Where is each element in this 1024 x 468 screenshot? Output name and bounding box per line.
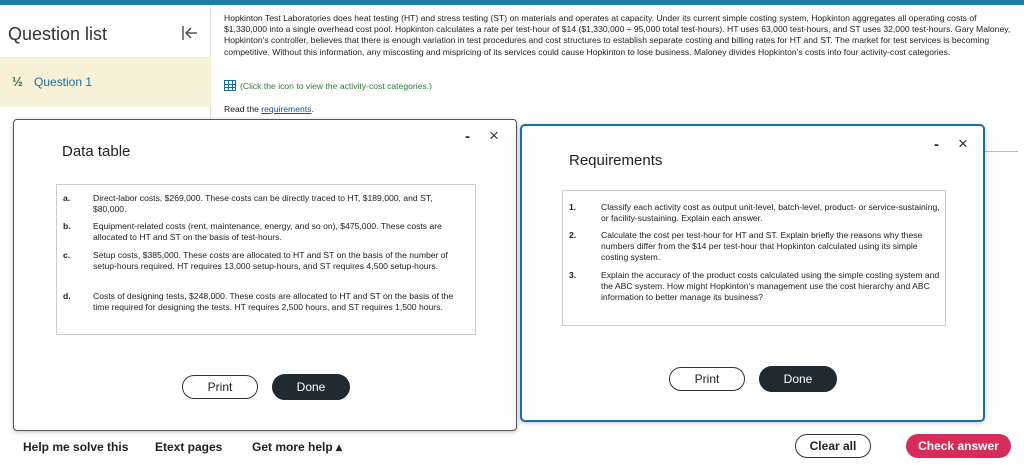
item-number: 2.: [569, 230, 577, 240]
read-suffix: .: [311, 104, 314, 114]
get-more-help-button[interactable]: Get more help ▴: [252, 440, 343, 454]
collapse-sidebar-icon[interactable]: [180, 23, 200, 43]
item-number: 1.: [569, 202, 577, 212]
hint-text: (Click the icon to view the activity-cost categories.): [240, 80, 432, 91]
requirements-dialog: [520, 124, 985, 422]
minimize-button[interactable]: -: [465, 128, 470, 145]
data-table-icon[interactable]: [224, 80, 236, 91]
data-table-dialog: [13, 119, 517, 431]
requirements-link[interactable]: requirements: [261, 104, 312, 114]
dialog-title: Requirements: [569, 152, 663, 169]
item-text: Classify each activity cost as output unit-level, batch-level, product- or service-sustaining, or facility-sustaining. Explain each answer.: [601, 202, 940, 223]
item-number: 3.: [569, 270, 577, 280]
row-text: Costs of designing tests, $248,000. These costs are allocated to HT and ST on the basis of the time required for designing the tests. HT requires 2,500 hours, and ST requires 1,500 hours.: [93, 291, 454, 312]
row-text: Direct-labor costs, $269,000. These costs can be directly traced to HT, $189,000, and ST, $80,000.: [93, 193, 433, 214]
divider: [985, 151, 1018, 152]
data-table-box: [56, 184, 476, 335]
close-button[interactable]: ×: [958, 134, 968, 153]
item-text: Explain the accuracy of the product costs calculated using the simple costing system and the ABC system. How might Hopkinton's management use the cost hierarchy and ABC information to better manage its business?: [601, 270, 940, 302]
sidebar-item-label: Question 1: [34, 75, 93, 89]
minimize-button[interactable]: -: [934, 136, 939, 153]
row-label: a.: [63, 193, 71, 203]
item-text: Calculate the cost per test-hour for HT and ST. Explain briefly the reasons why these numbers differ from the $14 per test-hour that Hopkinton calculated using its simple costing system.: [601, 230, 923, 262]
row-text: Equipment-related costs (rent, maintenance, energy, and so on), $475,000. These costs are allocated to HT and ST on the basis of test-hours.: [93, 221, 442, 242]
read-requirements: [224, 104, 314, 114]
sidebar-item-question-1[interactable]: [0, 57, 211, 107]
print-button[interactable]: Print: [182, 375, 258, 399]
row-label: c.: [63, 250, 71, 260]
row-label: d.: [63, 291, 71, 301]
print-button[interactable]: Print: [669, 367, 745, 391]
etext-pages-button[interactable]: Etext pages: [155, 440, 223, 454]
check-answer-button[interactable]: Check answer: [906, 434, 1011, 458]
bottom-toolbar: [0, 425, 1024, 468]
partial-credit-icon: ½: [12, 74, 23, 89]
activity-cost-hint[interactable]: [224, 80, 432, 91]
help-me-solve-button[interactable]: Help me solve this: [23, 440, 129, 454]
dialog-title: Data table: [62, 143, 131, 160]
problem-text: Hopkinton Test Laboratories does heat testing (HT) and stress testing (ST) on materials and operates at capacity. Under its current simple costing system, Hopkinton aggregates all operating costs of $1,330,000 into a single overhead cost pool. Hopkinton calculates a rate per test-hour of $14 ($1,330,000 ÷ 95,000 total test-hours). HT uses 63,000 test-hours, and ST uses 32,000 test-hours. Gary Maloney, Hopkinton's controller, believes that there is enough variation in test procedures and cost structures to establish separate costing and billing rates for HT and ST. The market for test services is becoming competitive. Without this information, any miscosting and mispricing of its services could cause Hopkinton to lose business. Maloney divides Hopkinton's costs into four activity-cost categories.: [224, 13, 1011, 57]
done-button[interactable]: Done: [272, 374, 350, 400]
row-text: Setup costs, $385,000. These costs are allocated to HT and ST on the basis of the number of setup-hours required. HT requires 13,000 setup-hours, and ST requires 4,500 setup-hours.: [93, 250, 448, 271]
done-button[interactable]: Done: [759, 366, 837, 392]
read-prefix: Read the: [224, 104, 262, 114]
question-list-title: Question list: [8, 24, 108, 44]
row-label: b.: [63, 221, 71, 231]
close-button[interactable]: ×: [489, 126, 499, 145]
clear-all-button[interactable]: Clear all: [795, 434, 871, 458]
requirements-box: [562, 190, 946, 326]
